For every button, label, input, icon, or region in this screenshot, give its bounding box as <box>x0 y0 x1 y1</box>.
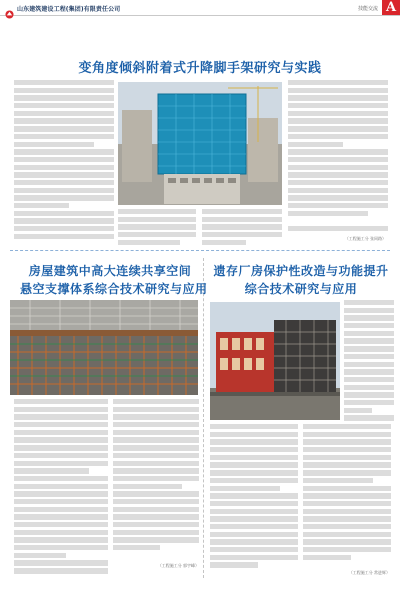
article-3-title-line-2: 综合技术研究与应用 <box>244 282 358 296</box>
section-name: 技能交流 <box>357 6 378 12</box>
article-1-credit: （工程施工分 张同路） <box>344 236 386 241</box>
article-3-text-col-0 <box>344 300 394 425</box>
article-1-text-col-3 <box>202 209 282 249</box>
publisher-name: 山东建筑建设工程(集团)有限责任公司 <box>17 6 121 13</box>
page-header <box>0 0 400 16</box>
article-1-text-col-1 <box>14 80 114 240</box>
article-2-text-col-2 <box>113 399 199 559</box>
article-3-title-line-1: 遗存厂房保护性改造与功能提升 <box>213 264 389 278</box>
article-3-text-col-2 <box>303 424 391 574</box>
article-3-credit: （工程施工分 常进辉） <box>348 570 390 575</box>
article-2-credit: （工程施工分 郭宇峰） <box>157 563 199 568</box>
article-2-photo <box>10 300 198 395</box>
article-1-photo <box>118 82 282 205</box>
section-divider <box>10 250 390 251</box>
article-2-title-line-1: 房屋建筑中高大连续共享空间 <box>28 264 192 278</box>
article-1-text-col-2 <box>118 209 196 249</box>
column-divider <box>203 258 204 578</box>
article-2-title-line-2: 悬空支撑体系综合技术研究与应用 <box>20 282 208 296</box>
article-3-text-col-1 <box>210 424 298 574</box>
article-3-photo <box>210 302 340 420</box>
article-1-text-col-4 <box>288 80 388 235</box>
company-logo-icon <box>5 4 14 13</box>
page-letter: A <box>382 0 400 15</box>
article-2-text-col-1 <box>14 399 108 579</box>
article-1-title: 变角度倾斜附着式升降脚手架研究与实践 <box>78 61 322 76</box>
